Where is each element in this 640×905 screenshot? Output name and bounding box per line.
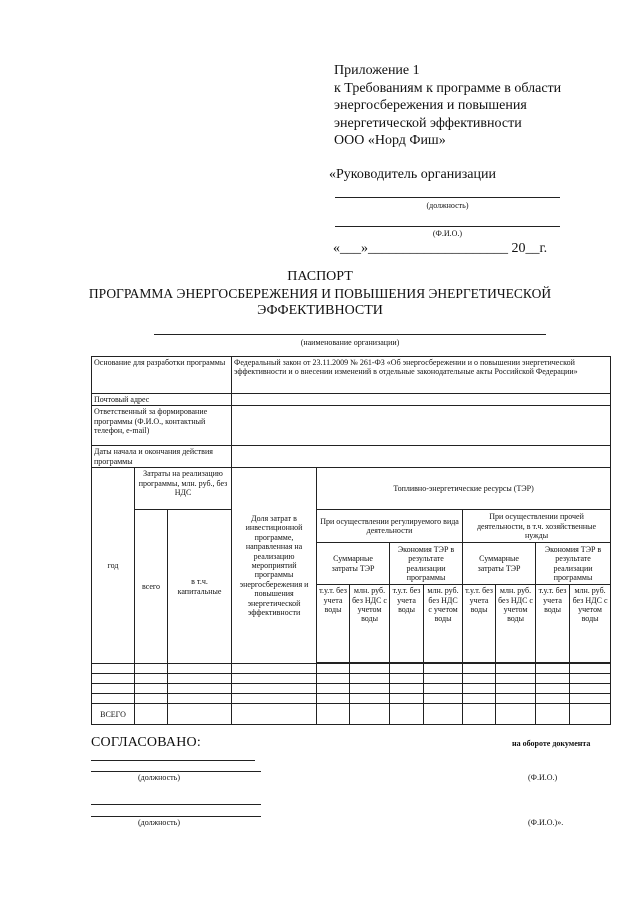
passport-table bbox=[91, 356, 611, 725]
name-caption-2: (Ф.И.О.)». bbox=[528, 818, 564, 827]
responsible-value[interactable] bbox=[232, 406, 611, 446]
sign-line-1a bbox=[91, 760, 255, 761]
header-economy-other: Экономия ТЭР в результате реализации программы bbox=[536, 543, 611, 585]
appendix-line-4: энергетической эффективности bbox=[334, 115, 522, 131]
position-caption-1: (должность) bbox=[138, 773, 180, 782]
table-row bbox=[92, 694, 611, 704]
table-row bbox=[92, 684, 611, 694]
unit-tut: т.у.т. без учета воды bbox=[317, 585, 350, 663]
appendix-line-5: ООО «Норд Фиш» bbox=[334, 133, 446, 148]
dates-label: Даты начала и окончания действия программы bbox=[92, 446, 232, 468]
position-caption: (должность) bbox=[426, 201, 469, 210]
header-sum-costs-other: Суммарные затраты ТЭР bbox=[463, 543, 536, 585]
approval-head: «Руководитель организации bbox=[329, 167, 496, 182]
address-label: Почтовый адрес bbox=[92, 394, 232, 406]
header-capital: в т.ч. капитальные bbox=[168, 510, 232, 664]
basis-label: Основание для разработки программы bbox=[92, 357, 232, 394]
header-share: Доля затрат в инвестиционной программе, направленная на реализацию мероприятий программы энергосбережения и повышения энергетической эффективности bbox=[232, 468, 317, 664]
agreed-label: СОГЛАСОВАНО: bbox=[91, 735, 201, 750]
title-program: ПРОГРАММА ЭНЕРГОСБЕРЕЖЕНИЯ И ПОВЫШЕНИЯ ЭНЕРГЕТИЧЕСКОЙ bbox=[88, 286, 552, 301]
date-year: 20__г. bbox=[508, 241, 548, 256]
unit-rub: млн. руб. без НДС с учетом воды bbox=[570, 585, 611, 663]
header-other: При осуществлении прочей деятельности, в т.ч. хозяйственные нужды bbox=[463, 510, 611, 543]
header-economy-regulated: Экономия ТЭР в результате реализации программы bbox=[390, 543, 463, 585]
header-total: всего bbox=[135, 510, 168, 664]
name-caption-1: (Ф.И.О.) bbox=[528, 773, 558, 782]
table-header-row bbox=[92, 510, 611, 543]
date-month-blank: ____________________ bbox=[368, 241, 508, 256]
name-line bbox=[335, 226, 560, 227]
org-name-line bbox=[154, 334, 546, 335]
date-close-quote: » bbox=[361, 241, 368, 256]
dates-value[interactable] bbox=[232, 446, 611, 468]
sign-line-2a bbox=[91, 804, 261, 805]
name-caption: (Ф.И.О.) bbox=[432, 229, 463, 238]
position-caption-2: (должность) bbox=[138, 818, 180, 827]
verso-note: на обороте документа bbox=[512, 739, 591, 748]
title-passport: ПАСПОРТ bbox=[287, 269, 353, 284]
table-row bbox=[92, 406, 611, 446]
sign-line-1b bbox=[91, 771, 261, 772]
header-fuel: Топливно-энергетические ресурсы (ТЭР) bbox=[317, 468, 611, 510]
total-row bbox=[92, 704, 611, 725]
responsible-label: Ответственный за формирование программы (Ф.И.О., контактный телефон, e-mail) bbox=[92, 406, 232, 446]
header-regulated: При осуществлении регулируемого вида деятельности bbox=[317, 510, 463, 543]
org-name-caption: (наименование организации) bbox=[300, 338, 400, 347]
unit-rub: млн. руб. без НДС с учетом воды bbox=[496, 585, 536, 663]
table-row bbox=[92, 394, 611, 406]
date-open-quote: « bbox=[333, 241, 340, 256]
appendix-block bbox=[334, 62, 561, 150]
appendix-line-1: Приложение 1 bbox=[334, 63, 420, 78]
sign-line-2b bbox=[91, 816, 261, 817]
unit-rub: млн. руб. без НДС с учетом воды bbox=[424, 585, 463, 663]
unit-tut: т.у.т. без учета воды bbox=[463, 585, 496, 663]
header-sum-costs-regulated: Суммарные затраты ТЭР bbox=[317, 543, 390, 585]
table-row bbox=[92, 357, 611, 394]
table-row bbox=[92, 674, 611, 684]
table-header-row bbox=[92, 468, 611, 510]
title-efficiency: ЭФФЕКТИВНОСТИ bbox=[257, 303, 383, 318]
address-value[interactable] bbox=[232, 394, 611, 406]
total-label: ВСЕГО bbox=[92, 704, 135, 725]
appendix-line-3: энергосбережения и повышения bbox=[334, 98, 527, 113]
table-row bbox=[92, 664, 611, 674]
approval-date bbox=[333, 241, 547, 257]
unit-tut: т.у.т. без учета воды bbox=[390, 585, 424, 663]
table-row bbox=[92, 446, 611, 468]
date-day-blank: ___ bbox=[340, 241, 361, 256]
position-line bbox=[335, 197, 560, 198]
appendix-line-2: к Требованиям к программе в области bbox=[334, 80, 562, 96]
header-costs: Затраты на реализацию программы, млн. руб., без НДС bbox=[135, 468, 232, 510]
basis-value: Федеральный закон от 23.11.2009 № 261-ФЗ «Об энергосбережении и о повышении энергетической эффективности и о внесении изменений в отдельные законодательные акты Российской Федерации» bbox=[232, 357, 611, 394]
unit-rub: млн. руб. без НДС с учетом воды bbox=[350, 585, 390, 663]
header-year: год bbox=[92, 468, 135, 664]
unit-tut: т.у.т. без учета воды bbox=[536, 585, 570, 663]
